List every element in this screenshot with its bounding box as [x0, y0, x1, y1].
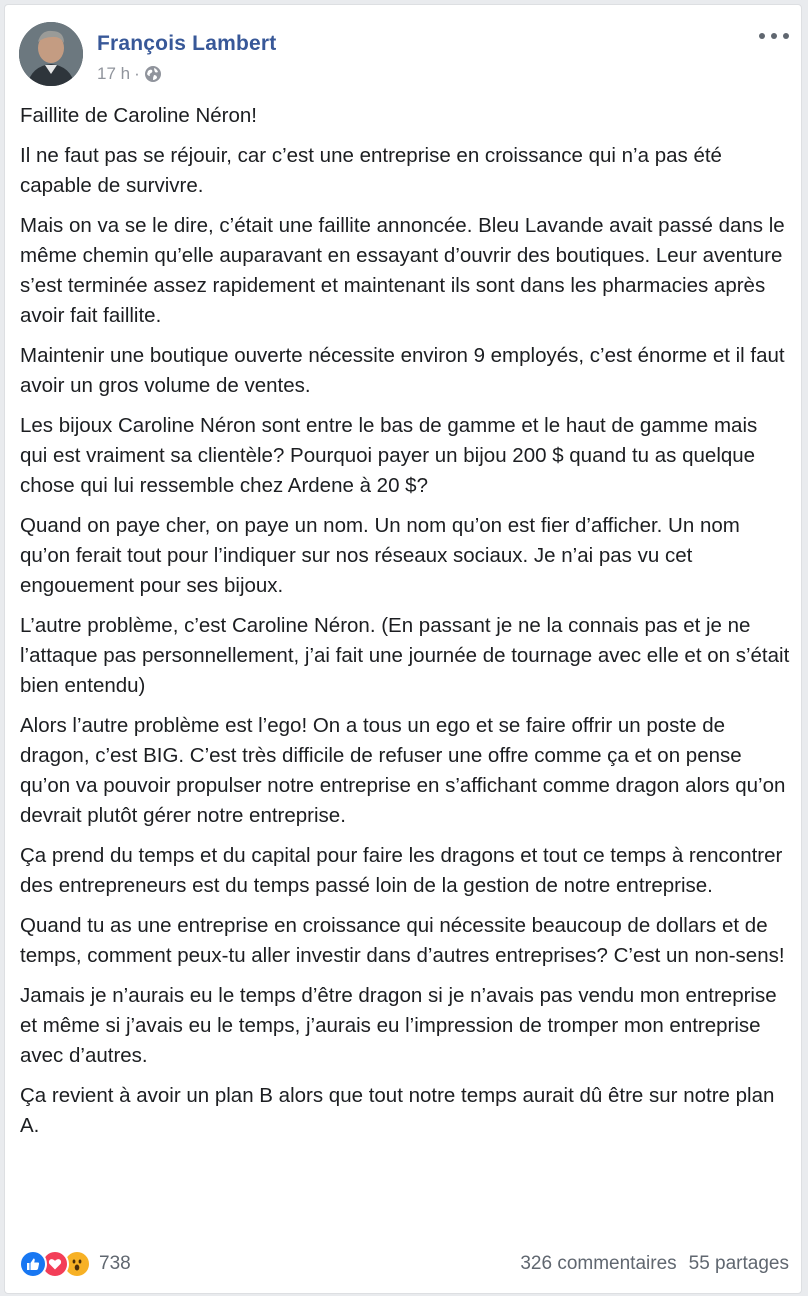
post-paragraph: Quand on paye cher, on paye un nom. Un nom qu’on est fier d’afficher. Un nom qu’on ferait tout pour l’indiquer sur nos réseaux sociaux. Je n’ai pas vu cet engouement pour ses bijoux.	[20, 514, 740, 597]
post-paragraph: Jamais je n’aurais eu le temps d’être dragon si je n’avais pas vendu mon entreprise et même si j’avais eu le temps, j’aurais eu l’impression de tromper mon entreprise avec d’autres.	[20, 984, 777, 1067]
post-meta	[97, 64, 162, 84]
globe-icon[interactable]	[144, 65, 162, 83]
comments-count-link[interactable]: 326 commentaires	[520, 1253, 677, 1274]
reaction-count: 738	[99, 1253, 131, 1274]
shares-count-link[interactable]: 55 partages	[688, 1253, 789, 1274]
author-name[interactable]: François Lambert	[97, 32, 277, 55]
avatar[interactable]	[19, 22, 83, 86]
more-horizontal-icon[interactable]	[759, 26, 789, 46]
post-paragraph: Ça prend du temps et du capital pour faire les dragons et tout ce temps à rencontrer des entrepreneurs est du temps passé loin de la gestion de notre entreprise.	[20, 844, 783, 897]
post-paragraph: Alors l’autre problème est l’ego! On a tous un ego et se faire offrir un poste de dragon, c’est BIG. C’est très difficile de refuser une offre comme ça et on pense qu’on va pouvoir propulser notre entreprise en s’affichant comme dragon alors qu’on devrait plutôt gérer notre entreprise.	[20, 714, 786, 827]
post-body	[20, 101, 790, 1151]
post-paragraph: Il ne faut pas se réjouir, car c’est une entreprise en croissance qui n’a pas été capable de survivre.	[20, 144, 722, 197]
post-card	[4, 4, 802, 1294]
post-paragraph: Ça revient à avoir un plan B alors que tout notre temps aurait dû être sur notre plan A.	[20, 1084, 775, 1137]
post-time[interactable]: 17 h	[97, 64, 131, 83]
post-header	[19, 22, 789, 88]
post-paragraph: Les bijoux Caroline Néron sont entre le bas de gamme et le haut de gamme mais qui est vraiment sa clientèle? Pourquoi payer un bijou 200 $ quand tu as quelque chose qui lui ressemble chez Ardene à 20 $?	[20, 414, 758, 497]
post-stats	[520, 1253, 789, 1275]
post-paragraph: Mais on va se le dire, c’était une faillite annoncée. Bleu Lavande avait passé dans le même chemin qu’elle auparavant en essayant d’ouvrir des boutiques. Leur aventure s’est terminée assez rapidement et maintenant ils sont dans les pharmacies après avoir fait faillite.	[20, 214, 785, 327]
post-paragraph: L’autre problème, c’est Caroline Néron. (En passant je ne la connais pas et je ne l’attaque pas personnellement, j’ai fait une journée de tournage avec elle et on s’était bien entendu)	[20, 614, 790, 697]
avatar-image	[19, 22, 83, 86]
post-paragraph: Quand tu as une entreprise en croissance qui nécessite beaucoup de dollars et de temps, comment peux-tu aller investir dans d’autres entreprises? C’est un non-sens!	[20, 914, 785, 967]
reactions-summary[interactable]	[19, 1250, 131, 1278]
post-footer	[19, 1249, 789, 1279]
like-icon	[19, 1250, 47, 1278]
post-paragraph: Maintenir une boutique ouverte nécessite environ 9 employés, c’est énorme et il faut avoir un gros volume de ventes.	[20, 344, 785, 397]
post-paragraph: Faillite de Caroline Néron!	[20, 104, 258, 127]
meta-separator: ·	[134, 64, 140, 83]
